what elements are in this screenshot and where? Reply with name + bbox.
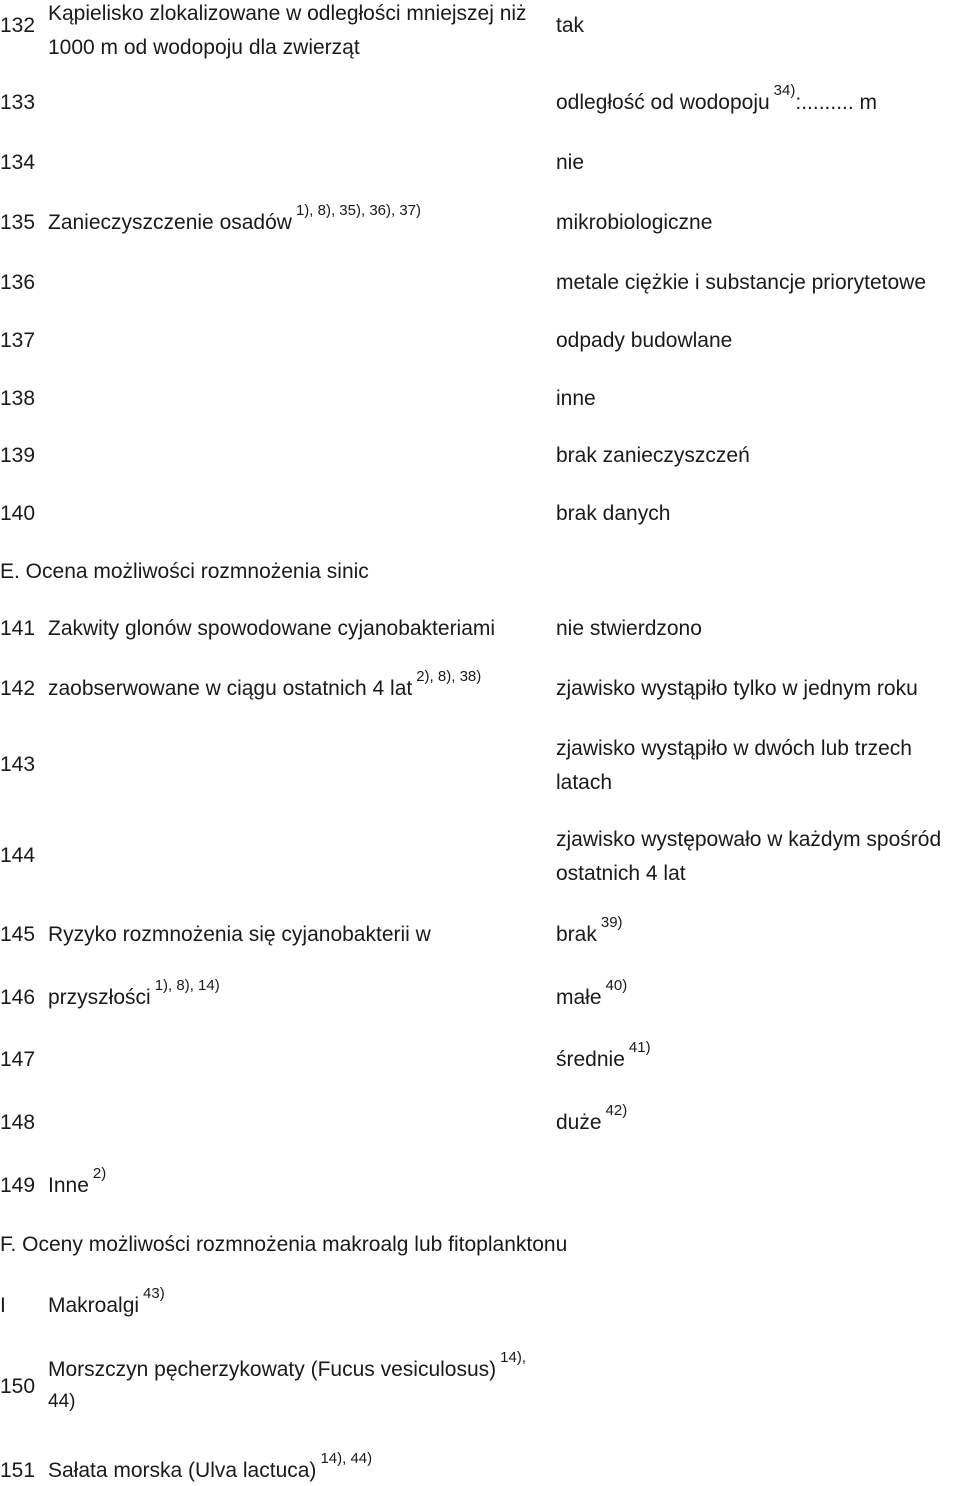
row-number: 148 bbox=[0, 1111, 36, 1134]
row-number: 139 bbox=[0, 444, 36, 467]
row-value: tak bbox=[556, 14, 585, 37]
row-value: małe$^{40)}$ bbox=[556, 977, 628, 1009]
section-heading-f: F. Oceny możliwości rozmnożenia makroalg lub fitoplanktonu bbox=[0, 1233, 568, 1256]
footnote-ref: 2) bbox=[92, 1165, 107, 1182]
row-number: 134 bbox=[0, 151, 36, 174]
row-number: 142 bbox=[0, 677, 36, 700]
row-number: 141 bbox=[0, 617, 36, 640]
footnote-ref: 40) bbox=[605, 977, 628, 994]
footnote-ref: 2), 8), 38) bbox=[416, 668, 482, 685]
row-label: Morszczyn pęcherzykowaty (Fucus vesiculosus)$^{14),}$ bbox=[48, 1349, 526, 1381]
row-label: Zanieczyszczenie osadów$^{1), 8), 35), 36), 37)}$ bbox=[48, 202, 422, 234]
row-number: 132 bbox=[0, 14, 36, 37]
row-value: mikrobiologiczne bbox=[556, 211, 713, 234]
row-value: odpady budowlane bbox=[556, 329, 733, 352]
row-value: zjawisko występowało w każdym spośród ostatnich 4 lat bbox=[556, 828, 942, 885]
row-number: 150 bbox=[0, 1375, 36, 1398]
row-number: 133 bbox=[0, 91, 36, 114]
row-label: przyszłości$^{1), 8), 14)}$ bbox=[48, 977, 220, 1009]
row-value: zjawisko wystąpiło tylko w jednym roku bbox=[556, 677, 918, 700]
row-number: 151 bbox=[0, 1459, 36, 1482]
footnote-ref: 41) bbox=[628, 1039, 651, 1056]
row-number: 143 bbox=[0, 753, 36, 776]
row-value: brak danych bbox=[556, 502, 671, 525]
row-label: Sałata morska (Ulva lactuca)$^{14), 44)}$ bbox=[48, 1450, 373, 1482]
row-value: nie bbox=[556, 151, 585, 174]
row-value: duże$^{42)}$ bbox=[556, 1102, 628, 1134]
row-value: zjawisko wystąpiło w dwóch lub trzech latach bbox=[556, 737, 912, 794]
footnote-ref: 34) bbox=[773, 82, 796, 99]
row-value: metale ciężkie i substancje priorytetowe bbox=[556, 271, 927, 294]
section-heading-e: E. Ocena możliwości rozmnożenia sinic bbox=[0, 560, 369, 583]
row-value: nie stwierdzono bbox=[556, 617, 702, 640]
footnote-ref: 14), bbox=[500, 1349, 526, 1366]
row-number: 140 bbox=[0, 502, 36, 525]
footnote-ref: 1), 8), 35), 36), 37) bbox=[295, 202, 422, 219]
row-value: brak zanieczyszczeń bbox=[556, 444, 750, 467]
row-number: 144 bbox=[0, 844, 36, 867]
row-value: brak$^{39)}$ bbox=[556, 914, 623, 946]
row-label: zaobserwowane w ciągu ostatnich 4 lat$^{2), 8), 38)}$ bbox=[48, 668, 482, 700]
row-value: średnie$^{41)}$ bbox=[556, 1039, 651, 1071]
row-label-continuation: 44) bbox=[48, 1391, 76, 1412]
footnote-ref: 14), 44) bbox=[320, 1450, 373, 1467]
row-label: Zakwity glonów spowodowane cyjanobakteriami bbox=[48, 617, 496, 640]
row-number: 145 bbox=[0, 923, 36, 946]
footnote-ref: 39) bbox=[600, 914, 623, 931]
row-label: Inne$^{2)}$ bbox=[48, 1165, 107, 1197]
row-label: Makroalgi$^{43)}$ bbox=[48, 1285, 165, 1317]
row-number: 138 bbox=[0, 387, 36, 410]
row-number: 147 bbox=[0, 1048, 36, 1071]
footnote-ref: 42) bbox=[605, 1102, 628, 1119]
row-label: Ryzyko rozmnożenia się cyjanobakterii w bbox=[48, 923, 431, 946]
row-value: odległość od wodopoju$^{34)}$:......... m bbox=[556, 82, 878, 114]
footnote-ref: 43) bbox=[143, 1285, 165, 1302]
row-number: 135 bbox=[0, 211, 36, 234]
row-number: 146 bbox=[0, 986, 36, 1009]
row-number: I bbox=[0, 1294, 6, 1317]
row-number: 137 bbox=[0, 329, 36, 352]
row-number: 136 bbox=[0, 271, 36, 294]
row-number: 149 bbox=[0, 1174, 36, 1197]
row-label: Kąpielisko zlokalizowane w odległości mniejszej niż 1000 m od wodopoju dla zwierząt bbox=[48, 2, 527, 59]
row-value: inne bbox=[556, 387, 596, 410]
footnote-ref: 1), 8), 14) bbox=[154, 977, 220, 994]
